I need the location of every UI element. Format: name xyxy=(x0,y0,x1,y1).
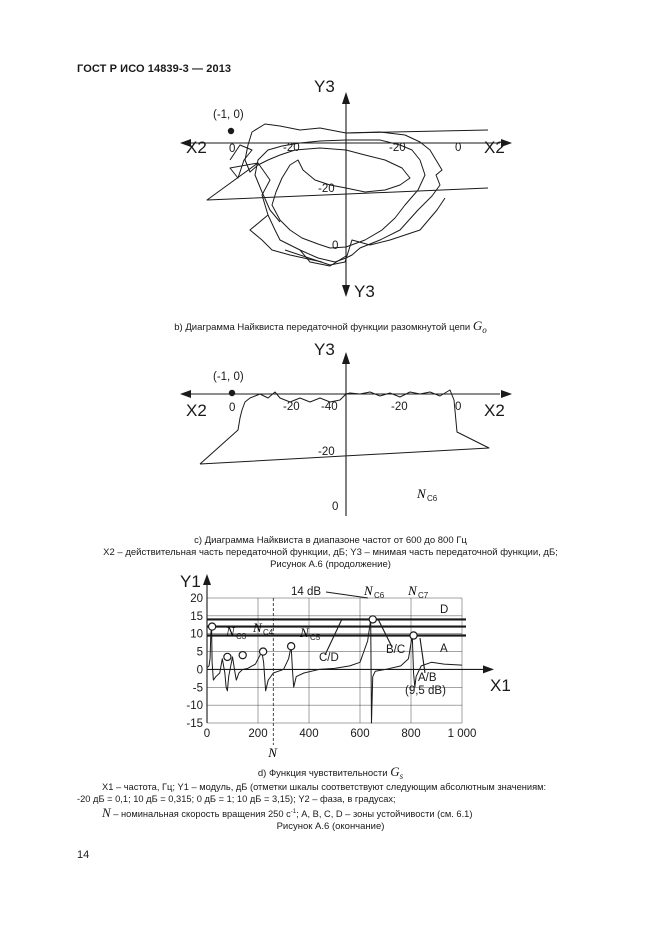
zone-label: C/D xyxy=(319,652,339,664)
page-number: 14 xyxy=(77,849,90,861)
annotation-14db-arrow xyxy=(326,592,368,598)
peak-marker xyxy=(224,653,231,660)
y-top-label-b: Y3 xyxy=(314,77,335,96)
x-tick-c-0: 0 xyxy=(229,402,236,414)
zone-label: D xyxy=(440,604,449,616)
figure-end: Рисунок А.6 (окончание) xyxy=(276,821,385,832)
sensitivity-chart xyxy=(0,565,661,765)
arrow-up-b xyxy=(342,92,350,104)
para-3-symbol: N xyxy=(102,805,111,821)
x-tick-c-1: -20 xyxy=(283,401,300,413)
x-tick-c-4: 0 xyxy=(455,401,462,413)
arrow-up-c xyxy=(342,352,350,364)
y-tick-c-0: -20 xyxy=(318,446,335,458)
peak-marker xyxy=(288,643,295,650)
para-3-text: – номинальная скорость вращения 250 с xyxy=(113,809,291,820)
y-bottom-label-b: Y3 xyxy=(354,282,375,301)
n-subscript: C3 xyxy=(236,632,247,641)
n-symbol: N xyxy=(408,583,417,598)
caption-b-text: b) Диаграмма Найквиста передаточной функции разомкнутой цепи xyxy=(174,322,471,333)
zone-bc-arrow xyxy=(378,619,392,647)
y1-label: Y1 xyxy=(180,572,201,591)
n-subscript: C7 xyxy=(418,591,429,600)
n-subscript: C6 xyxy=(374,591,385,600)
n-symbol: N xyxy=(226,624,235,639)
peak-marker xyxy=(410,632,417,639)
point-label-c: (-1, 0) xyxy=(213,371,244,383)
x-tick-c-3: -20 xyxy=(391,401,408,413)
caption-d xyxy=(0,764,661,781)
y-tick-c-1: 0 xyxy=(332,501,339,513)
n-subscript: C5 xyxy=(310,633,321,642)
caption-d-text: d) Функция чувствительности xyxy=(257,768,388,779)
nyquist-plot-c xyxy=(0,330,661,530)
document-header: ГОСТ Р ИСО 14839-3 — 2013 xyxy=(77,63,232,75)
x-tick-b-2: -20 xyxy=(389,142,406,154)
y-tick-label: 0 xyxy=(196,664,203,677)
x-tick-b-1: -20 xyxy=(283,142,300,154)
annotation-14db: 14 dB xyxy=(291,586,322,598)
y-tick-label: -5 xyxy=(192,682,203,695)
x-right-label-b: X2 xyxy=(484,138,505,157)
n-symbol: N xyxy=(300,625,309,640)
peak-marker xyxy=(369,616,376,623)
x-tick-label: 1 000 xyxy=(447,728,477,740)
figure-continuation: Рисунок А.6 (продолжение) xyxy=(270,559,391,570)
x1-axis-arrow xyxy=(483,665,494,673)
zone-label: B/C xyxy=(386,644,406,656)
x1-label: X1 xyxy=(490,676,511,695)
caption-d-symbol: G xyxy=(390,764,400,779)
peak-marker xyxy=(260,648,267,655)
caption-b-symbol: G xyxy=(472,318,483,333)
zone-label: A/B xyxy=(418,672,437,684)
n-c6-sub: C6 xyxy=(427,494,438,503)
para-3-tail: ; A, B, C, D – зоны устойчивости (см. 6.1) xyxy=(296,809,473,820)
x-left-label-b: X2 xyxy=(186,138,207,157)
arrow-left-c xyxy=(180,390,191,398)
para-1: X1 – частота, Гц; Y1 – модуль, дБ (отметки шкалы соответствуют следующим абсолютным значениям: xyxy=(102,782,547,792)
ab-value: (9,5 dB) xyxy=(405,685,446,697)
n-subscript: C4 xyxy=(263,628,274,637)
y-tick-label: -10 xyxy=(186,700,203,713)
arrow-down-b xyxy=(342,285,350,297)
y1-axis-arrow xyxy=(203,574,211,585)
caption-c: c) Диаграмма Найквиста в диапазоне частот от 600 до 800 Гц xyxy=(194,535,467,546)
nyquist-curve-c xyxy=(200,390,489,464)
y-tick-label: 15 xyxy=(190,610,203,623)
n-symbol: N xyxy=(253,620,262,635)
nyquist-curve-b xyxy=(207,124,488,266)
y-tick-label: 10 xyxy=(190,628,203,641)
n-marker-label: N xyxy=(268,745,277,760)
para-2: -20 дБ = 0,1; 10 дБ = 0,315; 0 дБ = 1; 10 дБ = 3,15); Y2 – фаза, в градусах; xyxy=(77,794,396,804)
peak-marker xyxy=(209,623,216,630)
para-3 xyxy=(102,806,622,821)
para-3-sup: -1 xyxy=(290,809,297,815)
critical-point-c xyxy=(229,390,235,396)
x-tick-b-3: 0 xyxy=(455,142,462,154)
arrow-right-c xyxy=(501,390,512,398)
y-top-label-c: Y3 xyxy=(314,340,335,359)
x-left-label-c: X2 xyxy=(186,401,207,420)
x-tick-label: 0 xyxy=(203,728,211,740)
x-right-label-c: X2 xyxy=(484,401,505,420)
peak-marker xyxy=(239,652,246,659)
y-tick-b-0: -20 xyxy=(318,183,335,195)
legend-x2-y3: X2 – действительная часть передаточной функции, дБ; Y3 – мнимая часть передаточной функции, дБ; xyxy=(103,547,558,558)
critical-point-b xyxy=(228,128,234,134)
caption-d-sub: s xyxy=(399,770,404,781)
x-tick-label: 800 xyxy=(401,728,421,740)
zone-cd-arrow xyxy=(325,619,342,655)
n-symbol: N xyxy=(364,583,373,598)
y-tick-label: 20 xyxy=(190,593,203,605)
nyquist-plot-b xyxy=(0,0,661,320)
y-tick-label: 5 xyxy=(196,646,203,659)
x-tick-label: 400 xyxy=(299,728,319,740)
x-tick-label: 200 xyxy=(248,728,268,740)
x-tick-c-2: -40 xyxy=(321,401,338,413)
caption-b-sub: o xyxy=(482,324,487,335)
x-tick-label: 600 xyxy=(350,728,370,740)
y-tick-b-1: 0 xyxy=(332,240,339,252)
n-c6-symbol: N xyxy=(417,486,426,501)
zone-label: A xyxy=(440,643,448,655)
point-label-b: (-1, 0) xyxy=(213,109,244,121)
y-tick-label: -15 xyxy=(186,718,203,730)
x-tick-b-0: 0 xyxy=(229,143,236,155)
